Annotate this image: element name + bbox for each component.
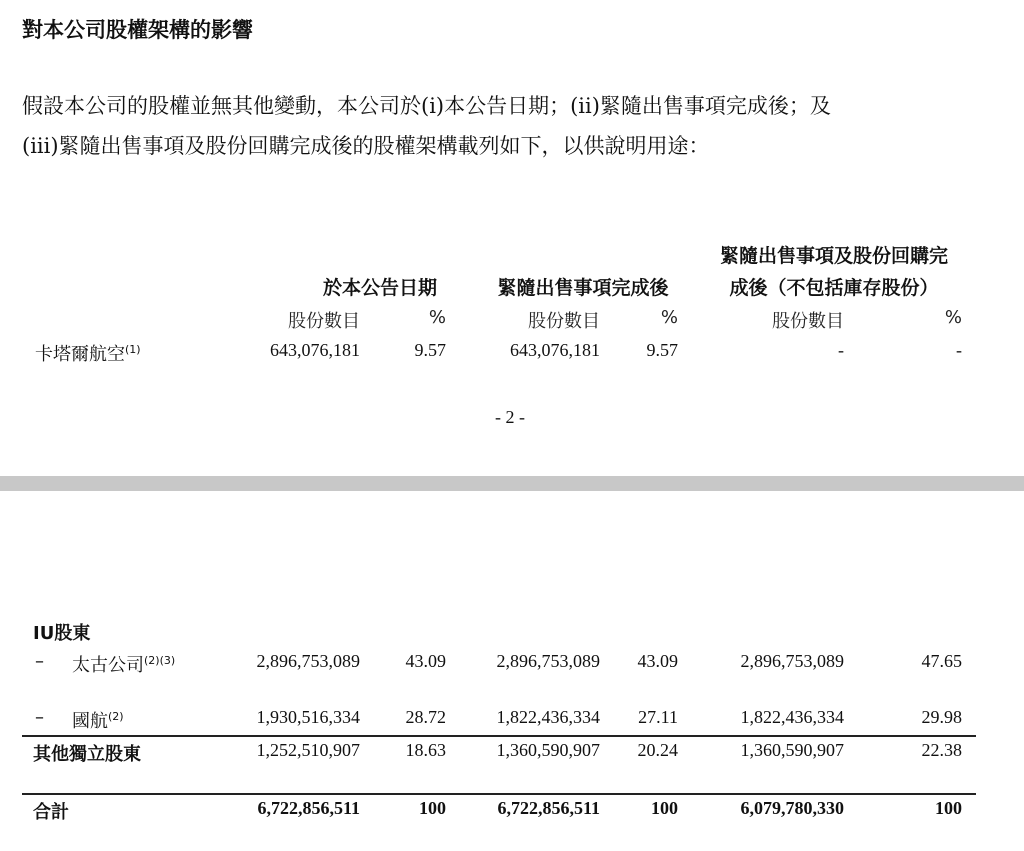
row-label-swire: 太古公司$^{(2)(3)}$ (72, 654, 176, 676)
cell-swire-shares-1: 2,896,753,089 (256, 651, 360, 671)
iu-shareholders-header: IU股東 (33, 623, 91, 644)
cell-others-shares-1: 1,252,510,907 (256, 740, 360, 760)
cell-qatar-pct-1: 9.57 (414, 340, 446, 360)
subheader-pct-3: % (944, 307, 962, 328)
row-label-total: 合計 (33, 802, 69, 823)
column-group-after-disposal: 緊隨出售事項完成後 (497, 277, 669, 299)
cell-airchina-shares-3: 1,822,436,334 (740, 707, 844, 727)
cell-swire-pct-3: 47.65 (921, 651, 962, 671)
cell-total-pct-2: 100 (651, 798, 678, 818)
footnote-ref: (2)(3) (144, 654, 176, 667)
row-label-air-china: 國航$^{(2)}$ (72, 710, 124, 732)
cell-qatar-pct-3: - (956, 340, 962, 360)
footnote-ref: (2) (108, 710, 124, 723)
cell-others-shares-2: 1,360,590,907 (496, 740, 600, 760)
subheader-pct-2: % (660, 307, 678, 328)
cell-qatar-shares-2: 643,076,181 (510, 340, 600, 360)
cell-airchina-pct-3: 29.98 (921, 707, 962, 727)
cell-swire-shares-3: 2,896,753,089 (740, 651, 844, 671)
footnote-ref: (1) (125, 343, 141, 356)
subheader-shares-2: 股份數目 (528, 311, 600, 332)
intro-paragraph-line-1: 假設本公司的股權並無其他變動，本公司於(i)本公告日期；(ii)緊隨出售事項完成後；及 (22, 94, 831, 118)
column-group-after-disposal-buyback-line1: 緊隨出售事項及股份回購完 (719, 245, 948, 267)
intro-paragraph-line-2: (iii)緊隨出售事項及股份回購完成後的股權架構載列如下，以供說明用途： (22, 134, 710, 158)
section-title: 對本公司股權架構的影響 (22, 18, 253, 42)
cell-swire-pct-1: 43.09 (405, 651, 446, 671)
cell-qatar-shares-3: - (838, 340, 844, 360)
cell-total-shares-1: 6,722,856,511 (257, 798, 360, 818)
cell-others-pct-1: 18.63 (405, 740, 446, 760)
cell-qatar-shares-1: 643,076,181 (270, 340, 360, 360)
cell-airchina-pct-2: 27.11 (638, 707, 678, 727)
page-separator (0, 476, 1024, 491)
dash-bullet: – (35, 651, 44, 672)
table-rule (22, 793, 976, 795)
cell-others-pct-3: 22.38 (921, 740, 962, 760)
cell-total-shares-2: 6,722,856,511 (497, 798, 600, 818)
column-group-after-disposal-buyback-line2: 成後（不包括庫存股份） (729, 277, 939, 299)
dash-bullet: – (35, 707, 44, 728)
row-label-other-shareholders: 其他獨立股東 (33, 744, 141, 765)
page-number: - 2 - (495, 407, 525, 427)
cell-airchina-shares-2: 1,822,436,334 (496, 707, 600, 727)
cell-airchina-shares-1: 1,930,516,334 (256, 707, 360, 727)
cell-swire-shares-2: 2,896,753,089 (496, 651, 600, 671)
row-label-qatar-airways: 卡塔爾航空$^{(1)}$ (35, 343, 141, 365)
cell-swire-pct-2: 43.09 (637, 651, 678, 671)
cell-others-shares-3: 1,360,590,907 (740, 740, 844, 760)
subheader-pct-1: % (428, 307, 446, 328)
cell-total-shares-3: 6,079,780,330 (740, 798, 844, 818)
subheader-shares-1: 股份數目 (288, 311, 360, 332)
cell-total-pct-3: 100 (935, 798, 962, 818)
cell-airchina-pct-1: 28.72 (405, 707, 446, 727)
table-rule (22, 735, 976, 737)
subheader-shares-3: 股份數目 (772, 311, 844, 332)
cell-qatar-pct-2: 9.57 (646, 340, 678, 360)
cell-total-pct-1: 100 (419, 798, 446, 818)
cell-others-pct-2: 20.24 (637, 740, 678, 760)
column-group-announcement-date: 於本公告日期 (322, 277, 437, 299)
